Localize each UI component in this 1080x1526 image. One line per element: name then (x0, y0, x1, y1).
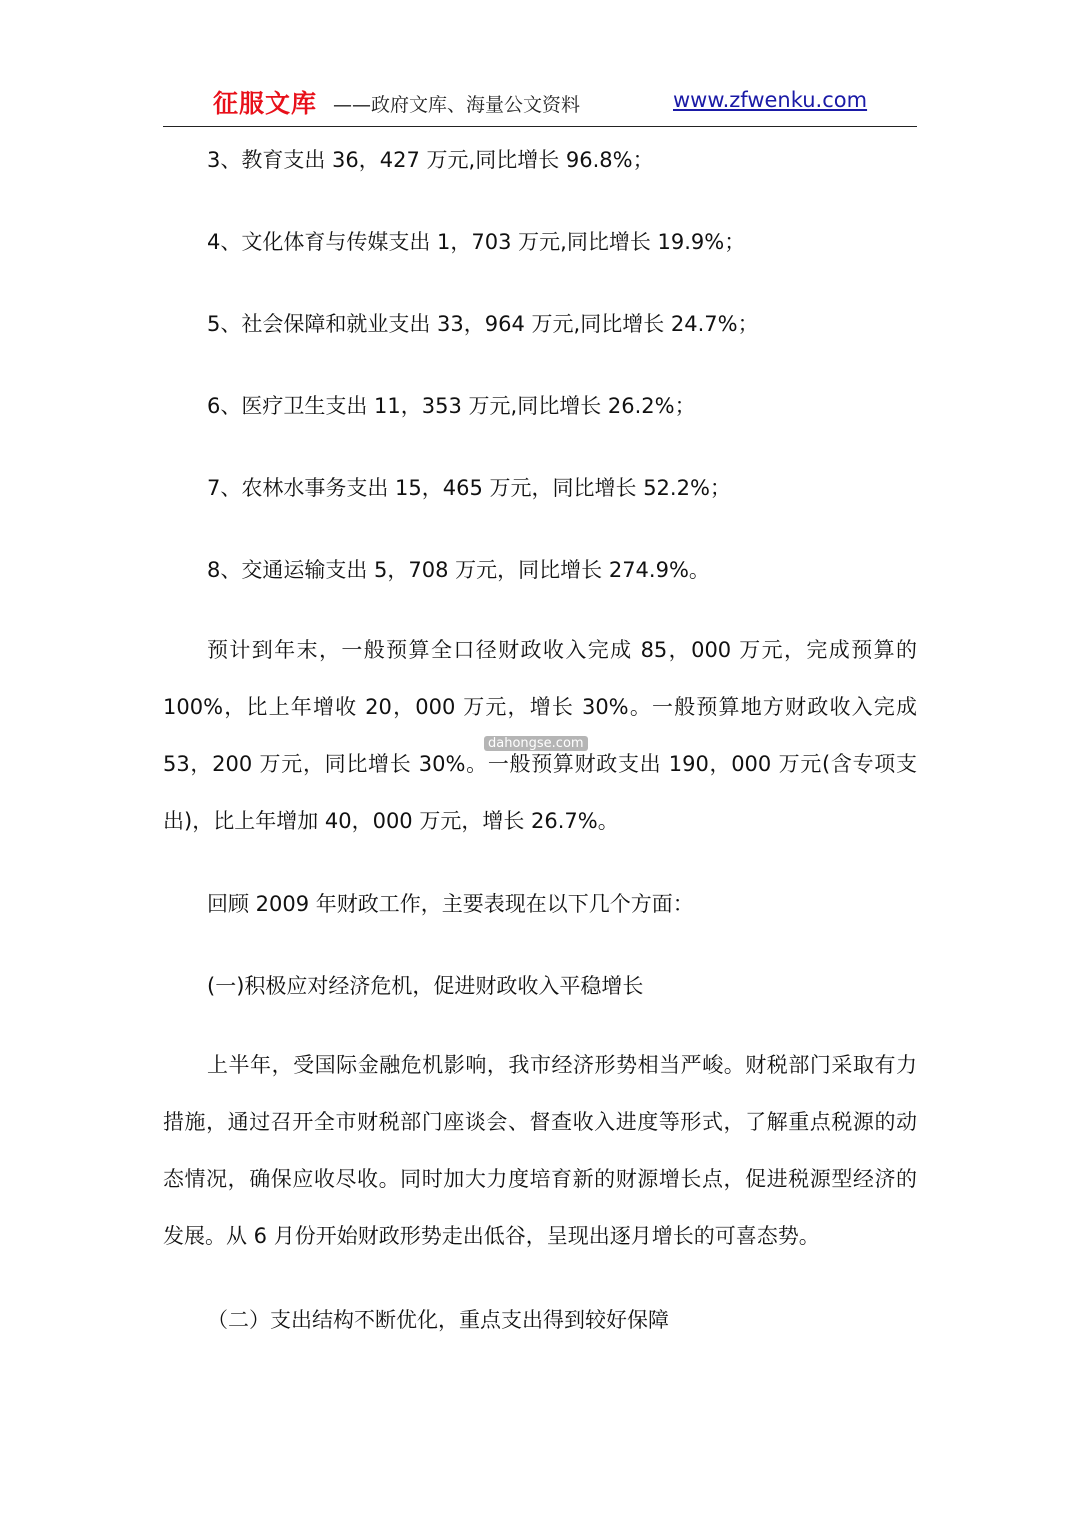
brand-logo-text: 征服文库 (213, 89, 318, 118)
paragraph-forecast: 预计到年末，一般预算全口径财政收入完成 85，000 万元，完成预算的 100%，比上年增收 20，000 万元，增长 30%。一般预算地方财政收入完成 53，200 万元，同比增长 30%。一般预算财政支出 190，000 万元(含专项支出)，比上年增加 40，000 万元，增长 26.7%。 (163, 638, 917, 833)
paragraph-section-1: 上半年，受国际金融危机影响，我市经济形势相当严峻。财税部门采取有力措施，通过召开全市财税部门座谈会、督查收入进度等形式，了解重点税源的动态情况，确保应收尽收。同时加大力度培育新的财源增长点，促进税源型经济的发展。从 6 月份开始财政形势走出低谷，呈现出逐月增长的可喜态势。 (163, 1053, 917, 1248)
watermark: dahongse.com (484, 736, 588, 751)
list-item-medical: 6、医疗卫生支出 11，353 万元,同比增长 26.2%； (207, 394, 696, 418)
section-heading-1: (一)积极应对经济危机，促进财政收入平稳增长 (207, 974, 644, 998)
list-item-transport: 8、交通运输支出 5，708 万元，同比增长 274.9%。 (207, 558, 710, 582)
site-link[interactable]: www.zfwenku.com (673, 88, 868, 112)
list-item-social-security: 5、社会保障和就业支出 33，964 万元,同比增长 24.7%； (207, 312, 759, 336)
page-header (163, 84, 917, 127)
list-item-education: 3、教育支出 36，427 万元,同比增长 96.8%； (207, 148, 654, 172)
header-slogan: ——政府文库、海量公文资料 (333, 94, 581, 116)
section-heading-2: （二）支出结构不断优化，重点支出得到较好保障 (207, 1308, 669, 1332)
list-item-culture: 4、文化体育与传媒支出 1，703 万元,同比增长 19.9%； (207, 230, 746, 254)
list-item-agriculture: 7、农林水事务支出 15，465 万元，同比增长 52.2%； (207, 476, 731, 500)
review-intro: 回顾 2009 年财政工作，主要表现在以下几个方面： (207, 892, 694, 916)
